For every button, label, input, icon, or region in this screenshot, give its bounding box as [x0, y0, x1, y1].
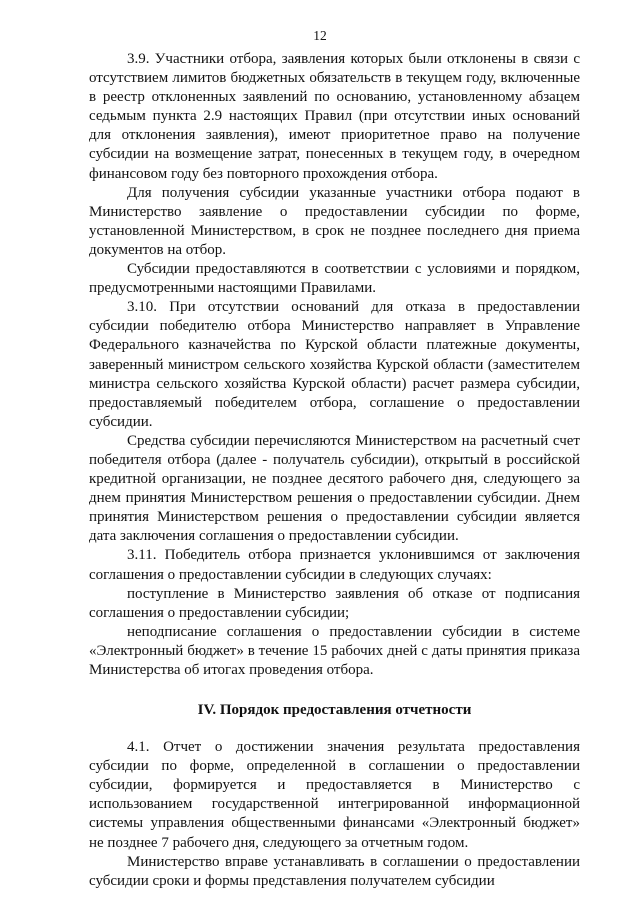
document-body [89, 50, 580, 891]
paragraph-application-submission: Для получения субсидии указанные участники отбора подают в Министерство заявление о предоставлении субсидии по форме, установленной Министерством, в срок не позднее последнего дня приема документов на отбор. [89, 184, 580, 258]
paragraph-funds-transfer: Средства субсидии перечисляются Министерством на расчетный счет победителя отбора (далее - получатель субсидии), открытый в российской кредитной организации, не позднее десятого рабочего дня, следующего за днем принятия Министерством решения о предоставлении субсидии. Днем принятия Министерством решения о предоставлении субсидии является дата заключения соглашения о предоставлении субсидии. [89, 432, 580, 545]
paragraph-ministry-rights: Министерство вправе устанавливать в соглашении о предоставлении субсидии сроки и формы представления получателем субсидии [89, 853, 580, 889]
paragraph-subsidy-conditions: Субсидии предоставляются в соответствии с условиями и порядком, предусмотренными настоящими Правилами. [89, 261, 580, 297]
paragraph-3-11: 3.11. Победитель отбора признается уклонившимся от заключения соглашения о предоставлении субсидии в следующих случаях: [89, 547, 580, 583]
paragraph-4-1: 4.1. Отчет о достижении значения результата предоставления субсидии по форме, определенной в соглашении о предоставлении субсидии, формируется и предоставляется в Министерство с использованием государственной интегрированной информационной системы управления общественными финансами «Электронный бюджет» не позднее 7 рабочего дня, следующего за отчетным годом. [89, 739, 580, 851]
paragraph-refusal-case: поступление в Министерство заявления об отказе от подписания соглашения о предоставлении субсидии; [89, 585, 580, 621]
section-heading: IV. Порядок предоставления отчетности [197, 702, 472, 719]
page-number: 12 [313, 28, 327, 43]
paragraph-non-signing-case: неподписание соглашения о предоставлении субсидии в системе «Электронный бюджет» в течение 15 рабочих дней с даты принятия приказа Министерства об итогах проведения отбора. [89, 623, 580, 678]
paragraph-3-9: 3.9. Участники отбора, заявления которых были отклонены в связи с отсутствием лимитов бюджетных обязательств в текущем году, включенные в реестр отклоненных заявлений по основанию, установленному абзацем седьмым пункта 2.9 настоящих Правил (при отсутствии иных оснований для отклонения заявления), имеют приоритетное право на получение субсидии на возмещение затрат, понесенных в текущем году, в очередном финансовом году без повторного прохождения отбора. [89, 51, 580, 182]
paragraph-3-10: 3.10. При отсутствии оснований для отказа в предоставлении субсидии победителю отбора Министерство направляет в Управление Федерального казначейства по Курской области платежные документы, заверенный министром сельского хозяйства Курской области (заместителем министра сельского хозяйства Курской области) расчет размера субсидии, предоставляемый победителем отбора, соглашение о предоставлении субсидии. [89, 299, 580, 430]
